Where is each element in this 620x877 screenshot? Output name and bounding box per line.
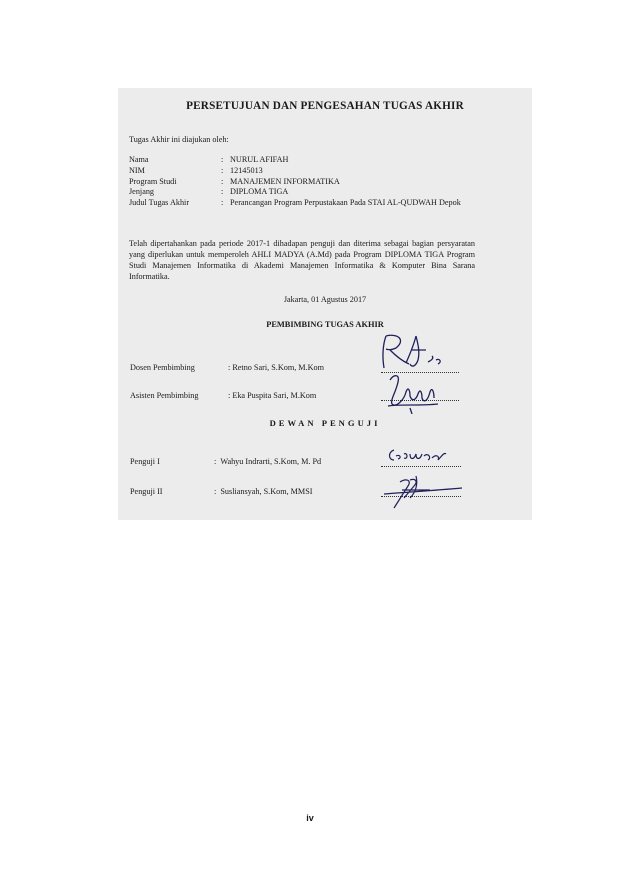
field-value: 12145013 [230, 165, 263, 175]
field-value: Perancangan Program Perpustakaan Pada STAI AL-QUDWAH Depok [230, 198, 461, 208]
approval-paragraph: Telah dipertahankan pada periode 2017-1 dihadapan penguji dan diterima sebagai bagian persyaratan yang diperlukan untuk memperoleh AHLI MADYA (A.Md) pada Program DIPLOMA TIGA Program Studi Manajemen Informatika di Akademi Manajemen Informatika & Komputer Bina Sarana Informatika. [129, 239, 475, 281]
role-label: Penguji I [130, 457, 160, 466]
role-label: Dosen Pembimbing [130, 363, 195, 372]
field-label: Jenjang [129, 187, 155, 197]
field-label: Nama [129, 155, 149, 164]
field-row-nim: NIM : 12145013 [129, 166, 474, 177]
advisor-row: Dosen Pembimbing : Retno Sari, S.Kom, M.Kom [130, 363, 324, 372]
field-row-jenjang: Jenjang : DIPLOMA TIGA [129, 187, 474, 198]
advisor-name: Eka Puspita Sari, M.Kom [232, 391, 317, 400]
field-value: DIPLOMA TIGA [230, 187, 289, 197]
examiner-row-1: Penguji I : Wahyu Indrarti, S.Kom, M. Pd [130, 457, 322, 466]
field-label: Judul Tugas Akhir [129, 198, 190, 208]
field-row-nama: Nama : NURUL AFIFAH [129, 155, 474, 166]
signature-eka [380, 370, 450, 414]
field-row-program-studi: Program Studi : MANAJEMEN INFORMATIKA [129, 177, 474, 188]
field-row-judul: Judul Tugas Akhir : Perancangan Program Perpustakaan Pada STAI AL-QUDWAH Depok [129, 198, 474, 209]
signature-retno [376, 330, 466, 374]
examiner-heading: DEWAN PENGUJI [269, 418, 381, 428]
document-title: PERSETUJUAN DAN PENGESAHAN TUGAS AKHIR [186, 100, 464, 112]
examiner-name: Wahyu Indrarti, S.Kom, M. Pd [220, 457, 322, 466]
student-info [129, 155, 474, 209]
signature-wahyu [384, 444, 454, 468]
advisor-name: Retno Sari, S.Kom, M.Kom [232, 363, 324, 372]
intro-text: Tugas Akhir ini diajukan oleh: [129, 135, 229, 144]
assistant-row: Asisten Pembimbing : Eka Puspita Sari, M.Kom [130, 391, 317, 400]
field-label: NIM [129, 165, 145, 175]
examiner-row-2: Penguji II : Susliansyah, S.Kom, MMSI [130, 487, 313, 496]
field-label: Program Studi [129, 176, 177, 186]
examiner-name: Susliansyah, S.Kom, MMSI [220, 487, 313, 496]
page-number: iv [306, 813, 314, 823]
place-date: Jakarta, 01 Agustus 2017 [283, 295, 367, 304]
advisor-heading: PEMBIMBING TUGAS AKHIR [266, 320, 384, 329]
role-label: Asisten Pembimbing [130, 391, 199, 400]
scanned-approval-sheet [118, 88, 532, 520]
field-value: MANAJEMEN INFORMATIKA [230, 176, 340, 186]
field-value: NURUL AFIFAH [230, 155, 289, 164]
role-label: Penguji II [130, 487, 163, 496]
signature-susliansyah [380, 468, 470, 512]
